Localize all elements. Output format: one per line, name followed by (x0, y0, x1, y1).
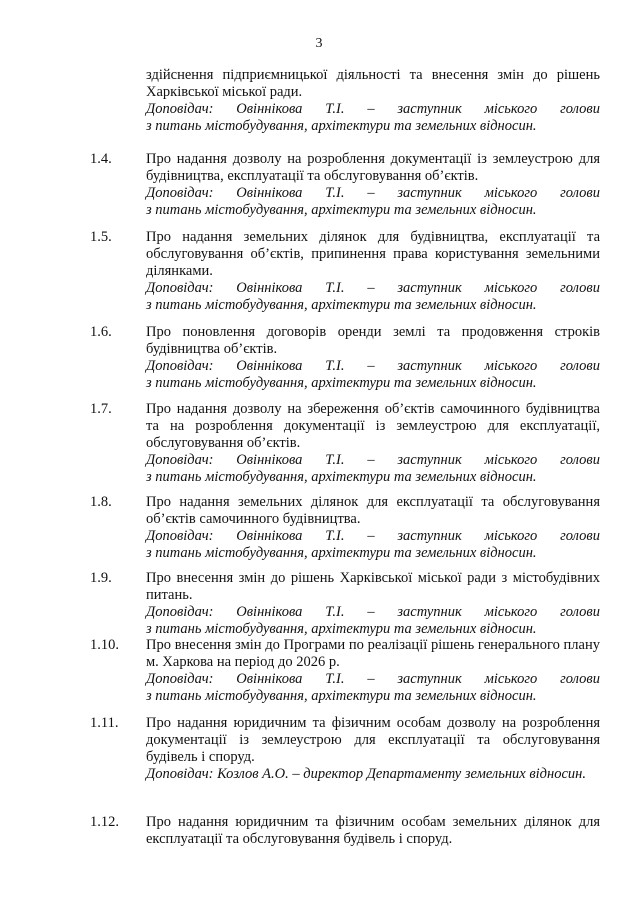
speaker-role-line2: з питань містобудування, архітектури та земельних відносин. (146, 297, 537, 313)
agenda-item-body (146, 229, 600, 314)
speaker-role-2: міського (484, 604, 538, 620)
agenda-item-speaker (146, 671, 600, 705)
agenda-item-speaker (146, 280, 600, 314)
speaker-role-1: заступник (397, 604, 462, 620)
agenda-item-title: Про внесення змін до Програми по реалізації рішень генерального плану м. Харкова на період до 2026 р. (146, 637, 600, 670)
agenda-item-title: Про надання юридичним та фізичним особам земельних ділянок для експлуатації та обслуговування будівель і споруд. (146, 814, 600, 847)
agenda-item-number: 1.6. (90, 324, 112, 340)
agenda-item-speaker: Доповідач: Козлов А.О. – директор Департаменту земельних відносин. (146, 766, 586, 782)
speaker-role-3: голови (560, 671, 600, 687)
agenda-item-body (146, 637, 600, 705)
speaker-initials: Т.І. (325, 528, 345, 544)
agenda-item-number: 1.10. (90, 637, 119, 653)
speaker-role-2: міського (484, 528, 538, 544)
agenda-item-body (146, 151, 600, 219)
speaker-surname: Овіннікова (236, 604, 303, 620)
speaker-role-1: заступник (397, 452, 462, 468)
agenda-item-number: 1.5. (90, 229, 112, 245)
speaker-label: Доповідач: (146, 604, 214, 620)
speaker-role-3: голови (560, 604, 600, 620)
speaker-role-2: міського (484, 452, 538, 468)
speaker-role-line2: з питань містобудування, архітектури та земельних відносин. (146, 621, 537, 637)
agenda-item-speaker (146, 452, 600, 486)
speaker-label: Доповідач: (146, 452, 214, 468)
speaker-dash: – (367, 185, 375, 201)
speaker-initials: Т.І. (325, 452, 345, 468)
agenda-item-title: Про надання земельних ділянок для будівництва, експлуатації та обслуговування об’єктів, припинення права користування земельними ділянками. (146, 229, 600, 279)
agenda-item-body (146, 715, 600, 783)
speaker-label: Доповідач: (146, 185, 214, 201)
speaker-initials: Т.І. (325, 185, 345, 201)
speaker-surname: Овіннікова (236, 280, 303, 296)
agenda-item-speaker (146, 604, 600, 638)
speaker-role-2: міського (484, 671, 538, 687)
speaker-dash: – (367, 101, 375, 117)
speaker-label: Доповідач: (146, 280, 214, 296)
speaker-label: Доповідач: (146, 671, 214, 687)
agenda-item-number: 1.8. (90, 494, 112, 510)
agenda-item-number: 1.11. (90, 715, 119, 731)
agenda-item-body (146, 324, 600, 392)
speaker-role-1: заступник (397, 671, 462, 687)
speaker-label: Доповідач: (146, 358, 214, 374)
page-number: 3 (315, 36, 323, 51)
agenda-item-speaker (146, 528, 600, 562)
agenda-item-number: 1.12. (90, 814, 119, 830)
speaker-initials: Т.І. (325, 604, 345, 620)
speaker-surname: Овіннікова (236, 358, 303, 374)
speaker-role-2: міського (484, 101, 538, 117)
agenda-item-title: Про надання дозволу на збереження об’єктів самочинного будівництва та на розроблення документації із землеустрою для експлуатації, обслуговування об’єктів. (146, 401, 600, 451)
speaker-role-3: голови (560, 101, 600, 117)
agenda-item-body (146, 570, 600, 638)
speaker-dash: – (367, 358, 375, 374)
speaker-role-3: голови (560, 528, 600, 544)
speaker-surname: Овіннікова (236, 185, 303, 201)
speaker-dash: – (367, 671, 375, 687)
speaker-role-line2: з питань містобудування, архітектури та земельних відносин. (146, 688, 537, 704)
speaker-role-1: заступник (397, 185, 462, 201)
speaker-initials: Т.І. (325, 358, 345, 374)
speaker-role-2: міського (484, 280, 538, 296)
agenda-item-title: Про надання земельних ділянок для експлуатації та обслуговування об’єктів самочинного будівництва. (146, 494, 600, 527)
speaker-role-line2: з питань містобудування, архітектури та земельних відносин. (146, 118, 537, 134)
speaker-dash: – (367, 604, 375, 620)
speaker-dash: – (367, 280, 375, 296)
speaker-role-1: заступник (397, 280, 462, 296)
agenda-item-number: 1.9. (90, 570, 112, 586)
agenda-item-title: Про внесення змін до рішень Харківської міської ради з містобудівних питань. (146, 570, 600, 603)
speaker-role-line2: з питань містобудування, архітектури та земельних відносин. (146, 469, 537, 485)
speaker-role-line2: з питань містобудування, архітектури та земельних відносин. (146, 545, 537, 561)
agenda-item-body (146, 401, 600, 486)
speaker-role-2: міського (484, 358, 538, 374)
speaker-role-3: голови (560, 280, 600, 296)
speaker-role-1: заступник (397, 358, 462, 374)
speaker-initials: Т.І. (325, 280, 345, 296)
agenda-item-title: Про надання дозволу на розроблення документації із землеустрою для будівництва, експлуатації та обслуговування об’єктів. (146, 151, 600, 184)
intro-block (146, 67, 600, 135)
speaker-role-1: заступник (397, 101, 462, 117)
speaker-dash: – (367, 452, 375, 468)
speaker-role-3: голови (560, 185, 600, 201)
speaker-role-1: заступник (397, 528, 462, 544)
agenda-item-body (146, 494, 600, 562)
speaker-role-line2: з питань містобудування, архітектури та земельних відносин. (146, 202, 537, 218)
speaker-label: Доповідач: (146, 101, 214, 117)
agenda-item-number: 1.7. (90, 401, 112, 417)
intro-speaker (146, 101, 600, 135)
intro-text: здійснення підприємницької діяльності та внесення змін до рішень Харківської міської ради. (146, 67, 600, 100)
agenda-item-speaker (146, 358, 600, 392)
speaker-role-line2: з питань містобудування, архітектури та земельних відносин. (146, 375, 537, 391)
speaker-surname: Овіннікова (236, 452, 303, 468)
speaker-role-3: голови (560, 358, 600, 374)
speaker-surname: Овіннікова (236, 671, 303, 687)
speaker-dash: – (367, 528, 375, 544)
speaker-initials: Т.І. (325, 671, 345, 687)
speaker-label: Доповідач: (146, 528, 214, 544)
agenda-item-title: Про поновлення договорів оренди землі та продовження строків будівництва об’єктів. (146, 324, 600, 357)
agenda-item-body (146, 814, 600, 848)
agenda-item-title: Про надання юридичним та фізичним особам дозволу на розроблення документації із землеустрою для експлуатації та обслуговування будівель і споруд. (146, 715, 600, 765)
speaker-initials: Т.І. (325, 101, 345, 117)
speaker-role-2: міського (484, 185, 538, 201)
agenda-item-speaker (146, 185, 600, 219)
agenda-item-number: 1.4. (90, 151, 112, 167)
speaker-surname: Овіннікова (236, 101, 303, 117)
speaker-role-3: голови (560, 452, 600, 468)
speaker-surname: Овіннікова (236, 528, 303, 544)
